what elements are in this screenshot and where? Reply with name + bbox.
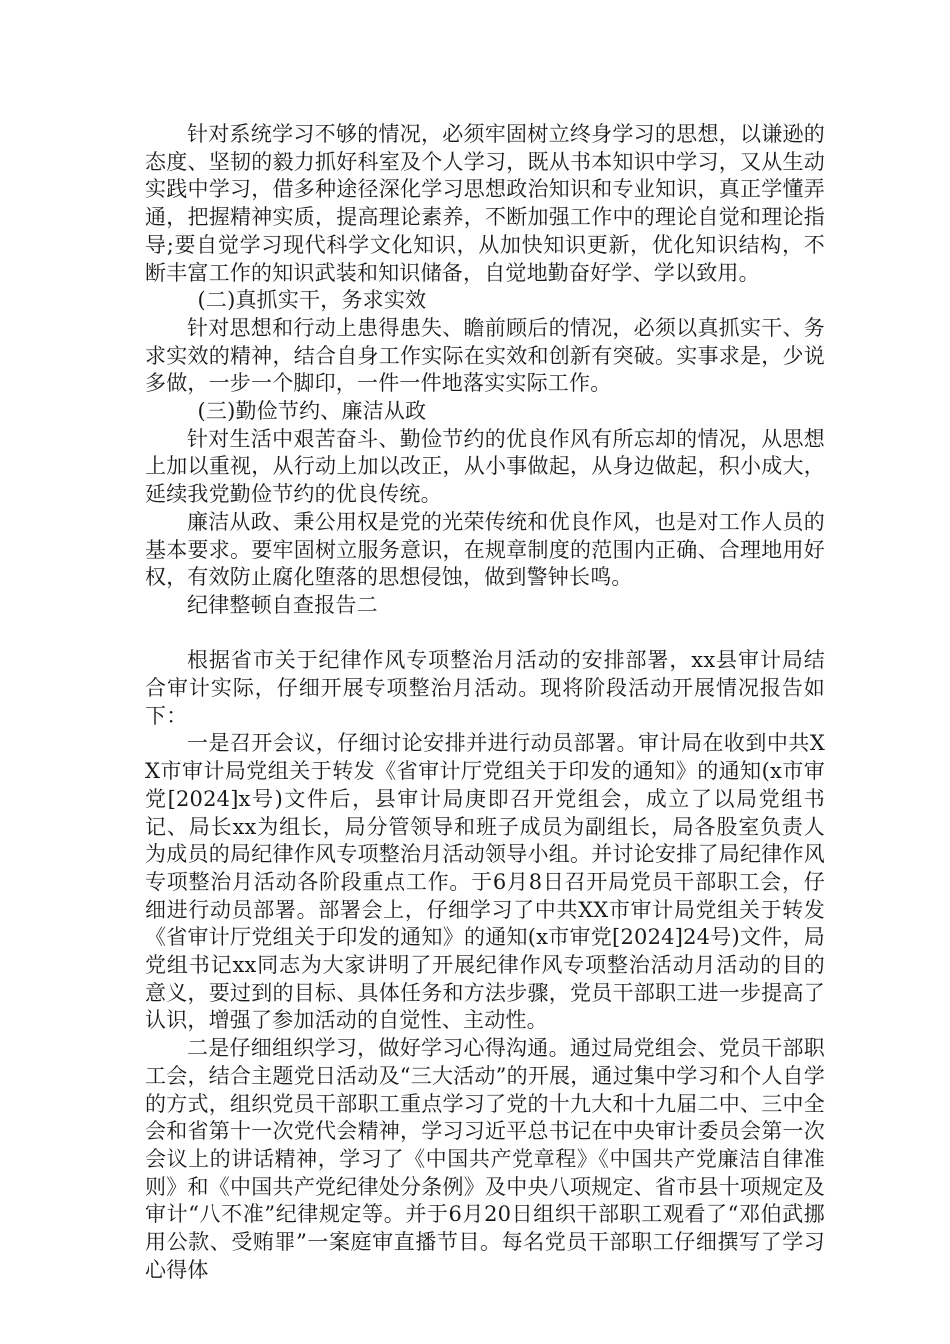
paragraph-frugality: 针对生活中艰苦奋斗、勤俭节约的优良作风有所忘却的情况，从思想上加以重视，从行动上加以改正，从小事做起，从身边做起，积小成大，延续我党勤俭节约的优良传统。 (145, 426, 825, 507)
paragraph-item-2: 二是仔细组织学习，做好学习心得沟通。通过局党组会、党员干部职工会，结合主题党日活动及“三大活动”的开展，通过集中学习和个人自学的方式，组织党员干部职工重点学习了党的十九大和十九届二中、三中全会和省第十一次党代会精神，学习习近平总书记在中央审计委员会第一次会议上的讲话精神，学习了《中国共产党章程》《中国共产党廉洁自律准则》和《中国共产党纪律处分条例》及中央八项规定、省市县十项规定及审计“八不准”纪律规定等。并于6月20日组织干部职工观看了“邓伯武挪用公款、受贿罪”一案庭审直播节目。每名党员干部职工仔细撰写了学习心得体 (145, 1036, 825, 1282)
section-heading-2: (二)真抓实干，务求实效 (197, 288, 427, 313)
paragraph-integrity: 廉洁从政、秉公用权是党的光荣传统和优良作风，也是对工作人员的基本要求。要牢固树立服务意识，在规章制度的范围内正确、合理地用好权，有效防止腐化堕落的思想侵蚀，做到警钟长鸣。 (145, 509, 825, 590)
paragraph-study: 针对系统学习不够的情况，必须牢固树立终身学习的思想，以谦逊的态度、坚韧的毅力抓好科室及个人学习，既从书本知识中学习，又从生动实践中学习，借多种途径深化学习思想政治知识和专业知识，真正学懂弄通，把握精神实质，提高理论素养，不断加强工作中的理论自觉和理论指导;要自觉学习现代科学文化知识，从加快知识更新，优化知识结构，不断丰富工作的知识武装和知识储备，自觉地勤奋好学、学以致用。 (145, 122, 825, 285)
report-title-2: 纪律整顿自查报告二 (187, 592, 378, 617)
document-body (145, 121, 825, 1285)
paragraph-item-1: 一是召开会议，仔细讨论安排并进行动员部署。审计局在收到中共XX市审计局党组关于转发《省审计厅党组关于印发的通知》的通知(x市审党[2024]x号)文件后，县审计局庚即召开党组会，成立了以局党组书记、局长xx为组长，局分管领导和班子成员为副组长，局各股室负责人为成员的局纪律作风专项整治月活动领导小组。并讨论安排了局纪律作风专项整治月活动各阶段重点工作。于6月8日召开局党员干部职工会，仔细进行动员部署。部署会上，仔细学习了中共XX市审计局党组关于转发《省审计厅党组关于印发的通知》的通知(x市审党[2024]24号)文件，局党组书记xx同志为大家讲明了开展纪律作风专项整治活动月活动的目的意义，要过到的目标、具体任务和方法步骤，党员干部职工进一步提高了认识，增强了参加活动的自觉性、主动性。 (145, 731, 825, 1033)
blank-line (145, 620, 825, 648)
section-heading-3: (三)勤俭节约、廉洁从政 (197, 399, 427, 424)
paragraph-intro: 根据省市关于纪律作风专项整治月活动的安排部署，xx县审计局结合审计实际，仔细开展专项整治月活动。现将阶段活动开展情况报告如下： (145, 648, 825, 728)
paragraph-practical-work: 针对思想和行动上患得患失、瞻前顾后的情况，必须以真抓实干、务求实效的精神，结合自身工作实际在实效和创新有突破。实事求是，少说多做，一步一个脚印，一件一件地落实实际工作。 (145, 315, 825, 396)
